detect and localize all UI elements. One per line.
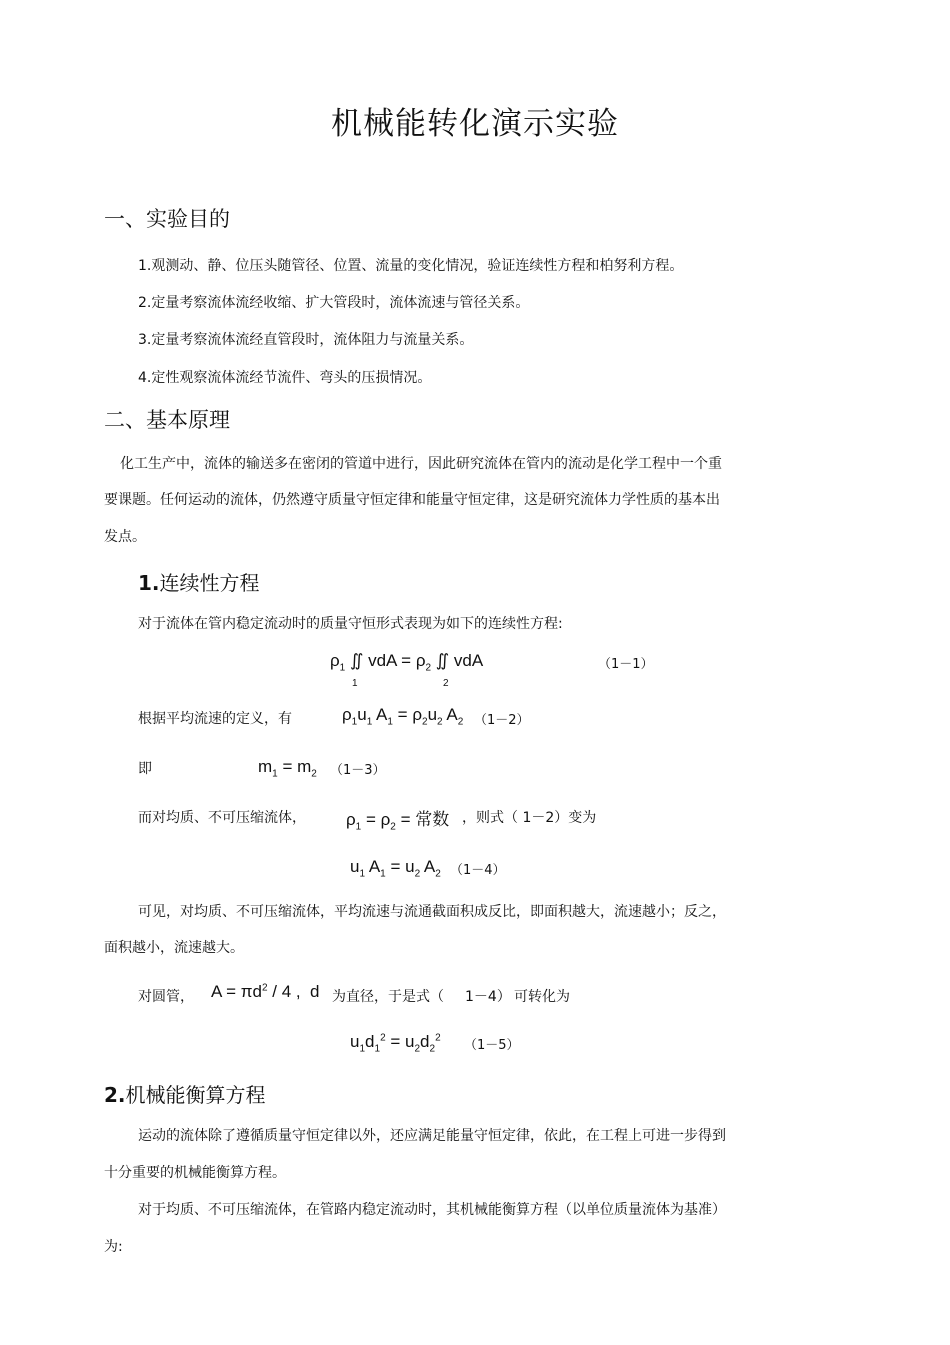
principle-paragraph-line: 化工生产中，流体的输送多在密闭的管道中进行，因此研究流体在管内的流动是化学工程中一个重 (120, 456, 722, 472)
circle-mid-text: 为直径，于是式（ (332, 989, 444, 1005)
subsection-heading-continuity: 1.连续性方程 (138, 571, 260, 595)
energy-paragraph-line: 对于均质、不可压缩流体，在管路内稳定流动时，其机械能衡算方程（以单位质量流体为基准） (138, 1202, 726, 1218)
equation-1-4: $u_1$ $A_1 = u_2$ $A_2$ (350, 857, 441, 880)
equation-lead-text: 而对均质、不可压缩流体， (138, 810, 306, 826)
equation-1-3: $m_1 = m_2$ (258, 757, 317, 780)
objective-item: 1.观测动、静、位压头随管径、位置、流量的变化情况，验证连续性方程和柏努利方程。 (138, 258, 684, 274)
objective-item: 2.定量考察流体流经收缩、扩大管段时，流体流速与管径关系。 (138, 295, 530, 311)
equation-tail-text: ，则式（ 1－2）变为 (462, 810, 597, 826)
density-equality: $\rho_1 = \rho_2$ = 常数 (346, 810, 450, 833)
equation-lead-text: 根据平均流速的定义，有 (138, 711, 292, 727)
circle-ref-text: 1－4） (465, 989, 511, 1005)
objective-item: 4.定性观察流体流经节流件、弯头的压损情况。 (138, 370, 432, 386)
conclusion-line: 可见，对均质、不可压缩流体，平均流速与流通截面积成反比，即面积越大，流速越小；反之， (138, 904, 726, 920)
section-heading-objectives: 一、实验目的 (104, 207, 230, 231)
subsection-heading-mechanical-energy: 2.机械能衡算方程 (104, 1083, 266, 1107)
circle-lead-text: 对圆管， (138, 989, 194, 1005)
equation-number: （1－1） (598, 657, 654, 672)
continuity-intro: 对于流体在管内稳定流动时的质量守恒形式表现为如下的连续性方程: (138, 616, 563, 632)
equation-lead-text: 即 (138, 761, 152, 777)
section-heading-principle: 二、基本原理 (104, 408, 230, 432)
equation-1-2: $\rho_1u_1$ $A_1 = \rho_2u_2$ $A_2$ (342, 705, 464, 728)
integral-limit-1: 1 (352, 678, 358, 689)
equation-number: （1－5） (464, 1038, 520, 1053)
conclusion-line: 面积越小，流速越大。 (104, 940, 244, 956)
equation-number: （1－2） (474, 713, 530, 728)
energy-paragraph-line: 为: (104, 1239, 123, 1255)
principle-paragraph-line: 要课题。任何运动的流体，仍然遵守质量守恒定律和能量守恒定律，这是研究流体力学性质的基本出 (104, 492, 720, 508)
page-title: 机械能转化演示实验 (331, 106, 619, 142)
equation-1-1: $\rho_1$ ∬ vdA = $\rho_2$ ∬ vdA (330, 651, 484, 674)
principle-paragraph-line: 发点。 (104, 529, 146, 545)
constant-label: 常数 (415, 810, 450, 829)
equation-1-5: $u_1d_1^2 = u_2d_2^2$ (350, 1032, 441, 1055)
integral-limit-2: 2 (443, 678, 449, 689)
equation-number: （1－4） (450, 863, 506, 878)
objective-item: 3.定量考察流体流经直管段时，流体阻力与流量关系。 (138, 332, 474, 348)
area-formula: $A = \pi d^2 / 4$ , d (211, 982, 320, 1001)
equation-number: （1－3） (330, 763, 386, 778)
energy-paragraph-line: 十分重要的机械能衡算方程。 (104, 1165, 286, 1181)
circle-tail-text: 可转化为 (514, 989, 570, 1005)
energy-paragraph-line: 运动的流体除了遵循质量守恒定律以外，还应满足能量守恒定律，依此，在工程上可进一步得到 (138, 1128, 726, 1144)
